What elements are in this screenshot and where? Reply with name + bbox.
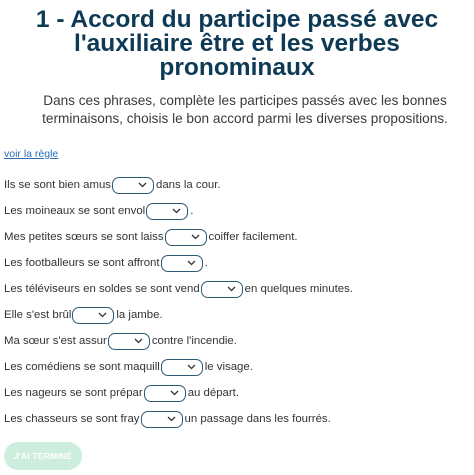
chevron-down-icon	[170, 390, 179, 396]
sentence-text-before: Les footballeurs se sont affront	[4, 257, 160, 269]
ending-select-4[interactable]	[161, 255, 203, 272]
chevron-down-icon	[167, 416, 176, 422]
sentence-1	[4, 172, 470, 198]
chevron-down-icon	[98, 312, 107, 318]
sentence-text-before: Les nageurs se sont prépar	[4, 387, 143, 399]
sentence-text-after: contre l'incendie.	[151, 335, 237, 347]
ending-select-6[interactable]	[72, 307, 114, 324]
sentence-text-after: en quelques minutes.	[244, 283, 353, 295]
instructions	[30, 92, 460, 128]
instructions-line-1: Dans ces phrases, complète les participes passés avec les bonnes	[43, 93, 447, 108]
sentence-text-after: la jambe.	[116, 309, 163, 321]
title-line-2: l'auxiliaire être et les verbes	[74, 30, 400, 57]
title-line-1: 1 - Accord du participe passé avec	[35, 6, 439, 33]
ending-select-1[interactable]	[112, 177, 154, 194]
sentence-text-after: un passage dans les fourrés.	[184, 413, 331, 425]
ending-select-7[interactable]	[108, 333, 150, 350]
ending-select-9[interactable]	[144, 385, 186, 402]
title-line-3: pronominaux	[159, 54, 315, 81]
sentence-text-before: Elle s'est brûl	[4, 309, 72, 321]
chevron-down-icon	[187, 364, 196, 370]
sentence-text-before: Les téléviseurs en soldes se sont vend	[4, 283, 200, 295]
sentence-5	[4, 276, 470, 302]
sentence-4	[4, 250, 470, 276]
chevron-down-icon	[134, 338, 143, 344]
ending-select-2[interactable]	[146, 203, 188, 220]
chevron-down-icon	[187, 260, 196, 266]
sentence-text-before: Les chasseurs se sont fray	[4, 413, 140, 425]
sentence-text-after: au départ.	[187, 387, 239, 399]
sentence-text-after: dans la cour.	[156, 179, 221, 191]
sentence-6	[4, 302, 470, 328]
ending-select-10[interactable]	[141, 411, 183, 428]
sentence-text-after: le visage.	[204, 361, 253, 373]
chevron-down-icon	[227, 286, 236, 292]
sentence-text-after: .	[204, 257, 208, 269]
sentence-3	[4, 224, 470, 250]
ending-select-8[interactable]	[161, 359, 203, 376]
sentence-list	[4, 172, 470, 432]
instructions-line-2: terminaisons, choisis le bon accord parmi les diverses propositions.	[42, 111, 448, 126]
sentence-7	[4, 328, 470, 354]
sentence-8	[4, 354, 470, 380]
sentence-text-after: coiffer facilement.	[208, 231, 298, 243]
sentence-text-before: Ma sœur s'est assur	[4, 335, 107, 347]
sentence-text-before: Les comédiens se sont maquill	[4, 361, 160, 373]
page-title	[0, 8, 474, 80]
chevron-down-icon	[191, 234, 200, 240]
sentence-text-before: Mes petites sœurs se sont laiss	[4, 231, 164, 243]
sentence-text-before: Les moineaux se sont envol	[4, 205, 146, 217]
sentence-9	[4, 380, 470, 406]
ending-select-3[interactable]	[165, 229, 207, 246]
rule-link[interactable]: voir la règle	[4, 148, 59, 160]
sentence-10	[4, 406, 470, 432]
sentence-text-before: Ils se sont bien amus	[4, 179, 111, 191]
chevron-down-icon	[138, 182, 147, 188]
sentence-text-after: .	[190, 205, 194, 217]
chevron-down-icon	[172, 208, 181, 214]
finish-button[interactable]: J'AI TERMINÉ	[4, 442, 82, 470]
ending-select-5[interactable]	[201, 281, 243, 298]
sentence-2	[4, 198, 470, 224]
